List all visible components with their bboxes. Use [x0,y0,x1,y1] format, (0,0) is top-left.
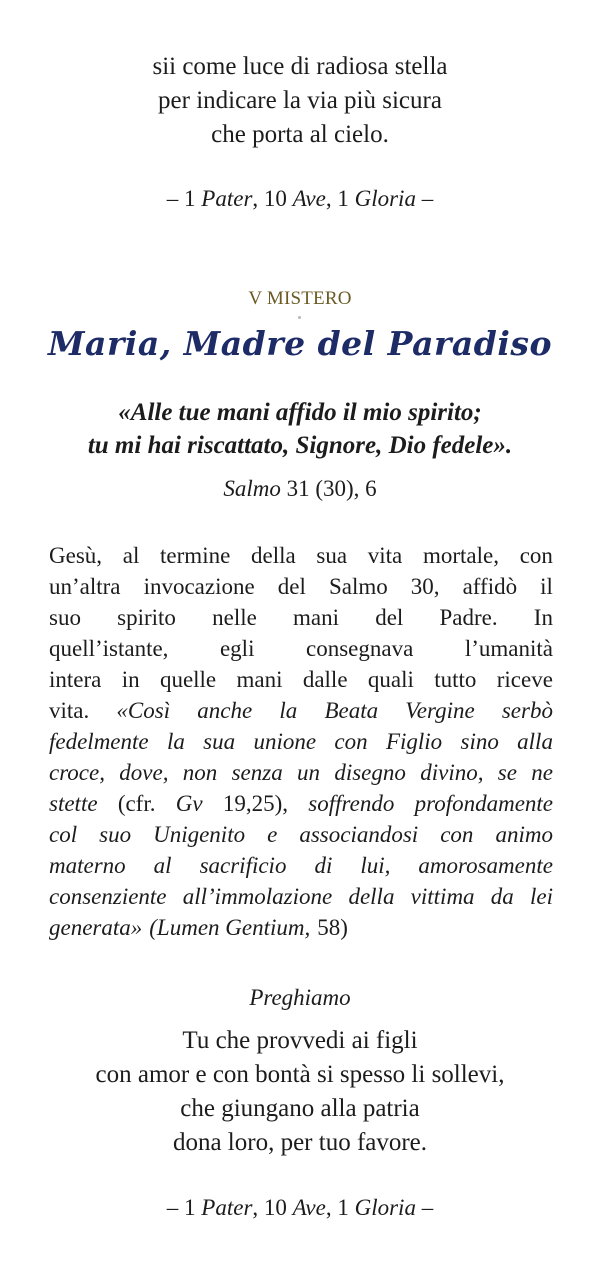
paragraph-word: materno [49,853,126,878]
paragraph-line [49,788,553,819]
paragraph-line [49,850,553,881]
paragraph-line [49,602,553,633]
gloria-line-bottom [0,1194,600,1222]
paragraph-word: mortale, [422,543,499,568]
paragraph-line [49,757,553,788]
paragraph-word: Unigenito [153,822,246,847]
paragraph-word: vita [367,543,403,568]
paragraph-word: quell’istante, [49,636,169,661]
gloria-dash: – [421,1195,434,1220]
paragraph-word: lei [530,884,553,909]
mistero-label: V MISTERO [248,288,352,309]
paragraph-word: del [277,574,306,599]
paragraph-word: sacrificio [199,853,287,878]
paragraph-line [49,881,553,912]
ref-rest: 31 (30), 6 [286,476,377,501]
paragraph-word: termine [160,543,231,568]
paragraph-word: soffrendo [308,791,395,816]
paragraph-word: suo [49,605,81,630]
meditation-paragraph [49,540,553,943]
paragraph-word: spirito [117,605,176,630]
paragraph-word: generata» [49,915,143,940]
paragraph-word: consegnava [306,636,414,661]
paragraph-word: egli [219,636,255,661]
paragraph-word: l’umanità [464,636,553,661]
paragraph-word: quelle [159,667,217,692]
paragraph-word: la [166,729,185,754]
scripture-quote [0,396,600,462]
paragraph-word: animo [495,822,553,847]
paragraph-word: profondamente [414,791,553,816]
paragraph-word: mani [236,667,283,692]
gloria-dash: – 1 [166,186,196,211]
gloria-dash: – 1 [166,1195,196,1220]
paragraph-word: e [267,822,278,847]
paragraph-word: stette [49,791,98,816]
paragraph-word: anche [197,698,253,723]
gloria-sep: , 1 [325,1195,349,1220]
paragraph-word: invocazione [143,574,255,599]
paragraph-line [49,726,553,757]
gloria-dash: – [421,186,434,211]
scripture-reference [0,474,600,504]
paragraph-word: (cfr. [117,791,156,816]
paragraph-word: un’altra [49,574,121,599]
paragraph-word: tutto [434,667,477,692]
paragraph-word: riceve [496,667,553,692]
prayer-verse [0,1024,600,1160]
paragraph-line [49,633,553,664]
paragraph-word: Gesù, [49,543,103,568]
paragraph-word: alla [517,729,553,754]
gloria-gloria: Gloria [354,186,416,211]
paragraph-word: al [122,543,140,568]
paragraph-word: il [540,574,553,599]
prayer-line: che giungano alla patria [180,1095,420,1122]
paragraph-word: nelle [212,605,257,630]
paragraph-word: del [375,605,404,630]
quote-line: tu mi hai riscattato, Signore, Dio fedele». [87,432,513,459]
quote-line: «Alle tue mani affido il mio spirito; [118,399,482,426]
paragraph-word: Salmo [328,574,388,599]
mistero-title: Maria, Madre del Paradiso [48,324,552,363]
divider-dot [298,316,301,319]
paragraph-word: divino, [420,760,484,785]
paragraph-word: disegno [334,760,406,785]
verse-line: sii come luce di radiosa stella [152,53,448,80]
paragraph-word: da [490,884,514,909]
paragraph-word: la [279,698,298,723]
ref-book: Salmo [223,476,281,501]
paragraph-word: sua [203,729,236,754]
paragraph-word: se [497,760,517,785]
paragraph-line [49,664,553,695]
paragraph-word: serbò [501,698,553,723]
paragraph-word: un [297,760,321,785]
paragraph-word: della [251,543,296,568]
paragraph-word: (Lumen Gentium, [149,915,311,940]
gloria-sep: , 1 [325,186,349,211]
paragraph-word: vittima [410,884,475,909]
paragraph-word: al [153,853,172,878]
paragraph-word: 30, [410,574,440,599]
paragraph-word: suo [99,822,132,847]
paragraph-word: ne [531,760,553,785]
paragraph-word: sua [316,543,348,568]
paragraph-word: con [519,543,553,568]
paragraph-line [49,540,553,571]
paragraph-word: 58) [317,915,348,940]
paragraph-word: in [121,667,140,692]
verse-line: per indicare la via più sicura [158,87,442,114]
gloria-gloria: Gloria [354,1195,416,1220]
prayer-line: con amor e con bontà si spesso li sollevi, [95,1061,505,1088]
prayer-line: dona loro, per tuo favore. [172,1129,428,1156]
paragraph-word: «Così [116,698,171,723]
paragraph-word: di [314,853,333,878]
gloria-line-top [0,185,600,213]
paragraph-line [49,571,553,602]
gloria-pater: Pater [201,186,253,211]
paragraph-word: senza [231,760,283,785]
gloria-ave: Ave [292,186,326,211]
paragraph-word: non [182,760,218,785]
paragraph-word: della [348,884,395,909]
paragraph-word: 19,25), [222,791,289,816]
paragraph-word: vita. [49,698,90,723]
prayer-heading: Preghiamo [249,985,351,1010]
gloria-sep: , 10 [252,186,287,211]
gloria-sep: , 10 [252,1195,287,1220]
paragraph-word: con [440,822,474,847]
gloria-ave: Ave [292,1195,326,1220]
paragraph-word: intera [49,667,102,692]
paragraph-word: Padre. [439,605,498,630]
paragraph-word: mani [293,605,339,630]
paragraph-word: sino [460,729,499,754]
opening-verse [0,50,600,152]
paragraph-word: dove, [119,760,169,785]
gloria-pater: Pater [201,1195,253,1220]
verse-line: che porta al cielo. [211,121,389,148]
prayer-line: Tu che provvedi ai figli [182,1027,418,1054]
paragraph-line [49,912,553,943]
paragraph-word: dalle [302,667,348,692]
paragraph-word: Beata [324,698,379,723]
paragraph-word: In [533,605,553,630]
paragraph-word: con [334,729,368,754]
paragraph-line [49,819,553,850]
paragraph-word: col [49,822,78,847]
paragraph-line [49,695,553,726]
paragraph-word: amorosamente [418,853,553,878]
paragraph-word: fedelmente [49,729,149,754]
paragraph-word: Gv [175,791,203,816]
paragraph-word: affidò [462,574,518,599]
paragraph-word: Vergine [405,698,475,723]
paragraph-word: all’immolazione [182,884,333,909]
paragraph-word: Figlio [385,729,443,754]
paragraph-word: unione [253,729,317,754]
paragraph-word: croce, [49,760,105,785]
paragraph-word: associandosi [299,822,419,847]
paragraph-word: quali [367,667,414,692]
paragraph-word: lui, [360,853,391,878]
paragraph-word: consenziente [49,884,167,909]
